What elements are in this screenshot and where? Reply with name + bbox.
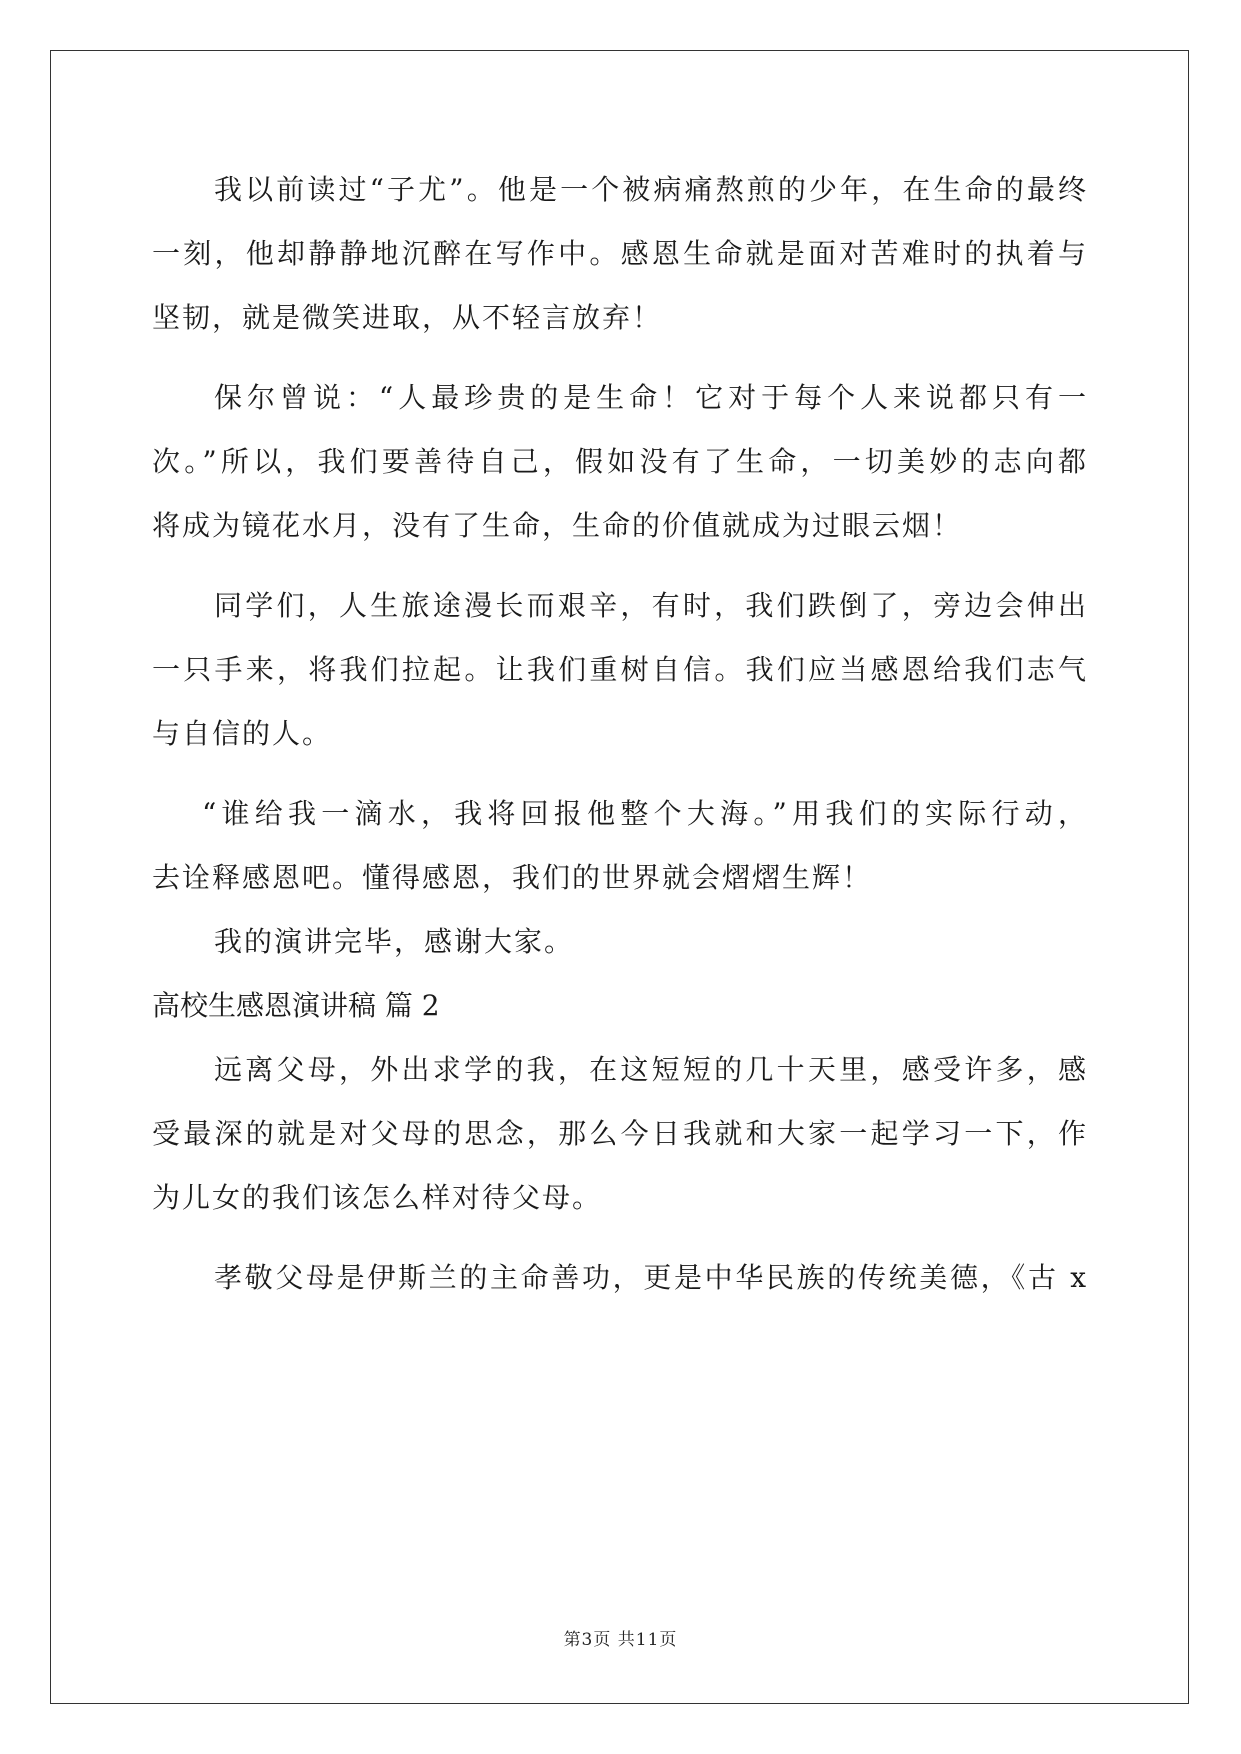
text-line: 同学们，人生旅途漫长而艰辛，有时，我们跌倒了，旁边会伸出 <box>214 589 1088 622</box>
paragraph <box>152 170 1088 362</box>
text-line: 次。”所以，我们要善待自己，假如没有了生命，一切美妙的志向都 <box>152 445 1088 478</box>
text-line: 远离父母，外出求学的我，在这短短的几十天里，感受许多，感 <box>214 1053 1088 1086</box>
text-line: 孝敬父母是伊斯兰的主命善功，更是中华民族的传统美德，《古 x <box>214 1261 1088 1294</box>
text-line: 为儿女的我们该怎么样对待父母。 <box>152 1181 603 1214</box>
paragraph <box>152 378 1088 570</box>
text-line: 一刻，他却静静地沉醉在写作中。感恩生命就是面对苦难时的执着与 <box>152 237 1088 270</box>
paragraph <box>152 922 1088 986</box>
page-number-footer: 第3页 共11页 <box>563 1630 678 1650</box>
text-line: 一只手来，将我们拉起。让我们重树自信。我们应当感恩给我们志气 <box>152 653 1088 686</box>
text-line: 坚韧，就是微笑进取，从不轻言放弃！ <box>152 301 663 334</box>
text-line: 将成为镜花水月，没有了生命，生命的价值就成为过眼云烟！ <box>152 509 963 542</box>
text-line: 我的演讲完毕，感谢大家。 <box>214 925 575 958</box>
text-line: 受最深的就是对父母的思念，那么今日我就和大家一起学习一下，作 <box>152 1117 1088 1150</box>
text-line: 我以前读过“子尤”。他是一个被病痛熬煎的少年，在生命的最终 <box>214 173 1088 206</box>
paragraph <box>152 1050 1088 1242</box>
paragraph <box>152 794 1088 922</box>
paragraph <box>152 586 1088 778</box>
document-body <box>152 170 1088 1322</box>
text-line: 保尔曾说：“人最珍贵的是生命！它对于每个人来说都只有一 <box>214 381 1088 414</box>
text-line: “谁给我一滴水，我将回报他整个大海。”用我们的实际行动， <box>202 797 1088 830</box>
paragraph <box>152 1258 1088 1322</box>
section-heading: 高校生感恩演讲稿 篇 2 <box>152 989 440 1022</box>
text-line: 去诠释感恩吧。懂得感恩，我们的世界就会熠熠生辉！ <box>152 861 873 894</box>
text-line: 与自信的人。 <box>152 717 333 750</box>
